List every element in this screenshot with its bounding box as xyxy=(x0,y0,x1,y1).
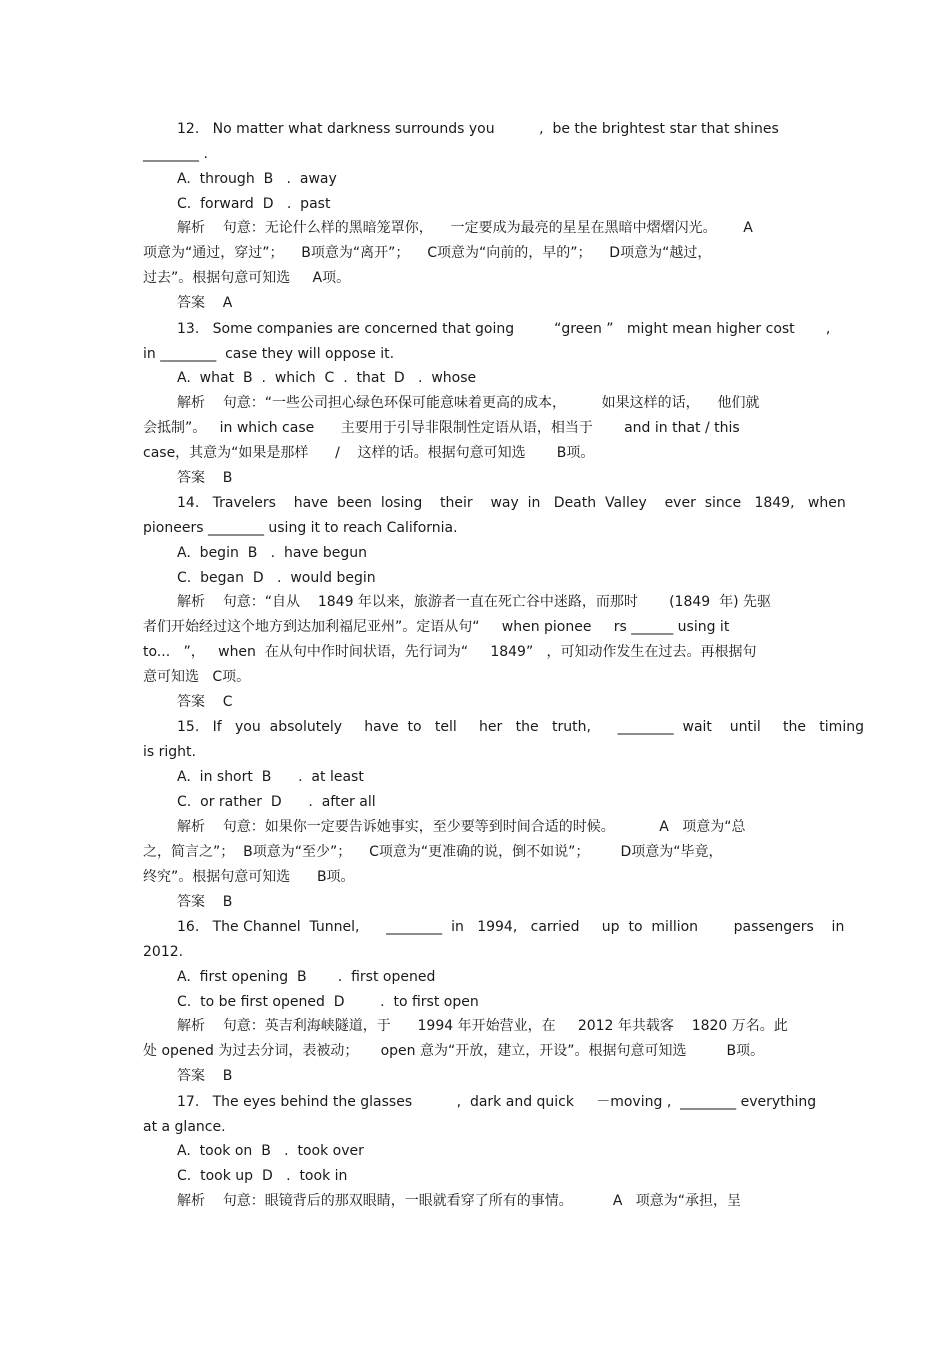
question-13-stem-cont: in ________ case they will oppose it. xyxy=(143,346,395,362)
question-15-stem-cont: is right. xyxy=(143,744,196,760)
question-16-answer: 答案 B xyxy=(177,1068,233,1084)
question-14-stem: 14. Travelers have been losing their way in Death Valley ever since 1849, when xyxy=(177,495,846,511)
question-12-stem: 12. No matter what darkness surrounds you , be the brightest star that shines xyxy=(177,121,779,137)
question-12-analysis-cont: 项意为“通过，穿过”； B项意为“离开”； C项意为“向前的，早的”； D项意为“越过， xyxy=(143,245,712,261)
question-15-analysis-cont: 之，简言之”； B项意为“至少”； C项意为“更准确的说，倒不如说”； D项意为“毕竟， xyxy=(143,844,723,860)
question-14-analysis-cont2: to... ”， when 在从句中作时间状语，先行词为“ 1849” ，可知动作发生在过去。再根据句 xyxy=(143,644,757,660)
question-17-analysis: 解析 句意：眼镜背后的那双眼睛，一眼就看穿了所有的事情。 A 项意为“承担，呈 xyxy=(177,1193,742,1209)
question-16-stem-cont: 2012. xyxy=(143,944,184,960)
question-14-options-cd: C. began D . would begin xyxy=(177,570,376,586)
question-12-analysis: 解析 句意：无论什么样的黑暗笼罩你， 一定要成为最亮的星星在黑暗中熠熠闪光。 A xyxy=(177,220,753,236)
question-17-options-cd: C. took up D . took in xyxy=(177,1168,348,1184)
question-14-options-ab: A. begin B . have begun xyxy=(177,545,367,561)
question-12-stem-cont: ________ . xyxy=(143,146,208,162)
question-13-analysis-cont: 会抵制”。 in which case 主要用于引导非限制性定语从语，相当于 and in that / this xyxy=(143,420,740,436)
question-17-options-ab: A. took on B . took over xyxy=(177,1143,364,1159)
question-15-analysis: 解析 句意：如果你一定要告诉她事实，至少要等到时间合适的时候。 A 项意为“总 xyxy=(177,819,746,835)
question-12-options-ab: A. through B . away xyxy=(177,171,337,187)
question-16-options-cd: C. to be first opened D . to first open xyxy=(177,994,479,1010)
question-17-stem-cont: at a glance. xyxy=(143,1119,226,1135)
question-15-options-cd: C. or rather D . after all xyxy=(177,794,376,810)
question-13-stem: 13. Some companies are concerned that going “green ” might mean higher cost , xyxy=(177,321,831,337)
question-15-answer: 答案 B xyxy=(177,894,233,910)
question-16-analysis: 解析 句意：英吉利海峡隧道，于 1994 年开始营业，在 2012 年共载客 1820 万名。此 xyxy=(177,1018,788,1034)
question-15-options-ab: A. in short B . at least xyxy=(177,769,364,785)
question-17-stem: 17. The eyes behind the glasses , dark and quick －moving , ________ everything xyxy=(177,1094,817,1110)
question-16-stem: 16. The Channel Tunnel, ________ in 1994, carried up to million passengers in xyxy=(177,919,845,935)
question-13-analysis-end: case，其意为“如果是那样 / 这样的话。根据句意可知选 B项。 xyxy=(143,445,595,461)
question-15-stem: 15. If you absolutely have to tell her the truth, ________ wait until the timing xyxy=(177,719,864,735)
question-16-options-ab: A. first opening B . first opened xyxy=(177,969,436,985)
question-12-answer: 答案 A xyxy=(177,295,233,311)
question-12-analysis-end: 过去”。根据句意可知选 A项。 xyxy=(143,270,351,286)
question-14-stem-cont: pioneers ________ using it to reach California. xyxy=(143,520,458,536)
question-15-analysis-end: 终究”。根据句意可知选 B项。 xyxy=(143,869,355,885)
question-14-answer: 答案 C xyxy=(177,694,233,710)
question-13-answer: 答案 B xyxy=(177,470,233,486)
question-12-options-cd: C. forward D . past xyxy=(177,196,331,212)
question-14-analysis-cont: 者们开始经过这个地方到达加利福尼亚州”。定语从句“ when pionee rs ______ using it xyxy=(143,619,730,635)
question-14-analysis: 解析 句意：“自从 1849 年以来，旅游者一直在死亡谷中迷路，而那时 (1849 年) 先驱 xyxy=(177,594,771,610)
question-13-options: A. what B . which C . that D . whose xyxy=(177,370,477,386)
question-13-analysis: 解析 句意：“一些公司担心绿色环保可能意味着更高的成本， 如果这样的话， 他们就 xyxy=(177,395,760,411)
question-14-analysis-end: 意可知选 C项。 xyxy=(143,669,251,685)
question-16-analysis-cont: 处 opened 为过去分词，表被动； open 意为“开放，建立，开设”。根据句意可知选 B项。 xyxy=(143,1043,765,1059)
